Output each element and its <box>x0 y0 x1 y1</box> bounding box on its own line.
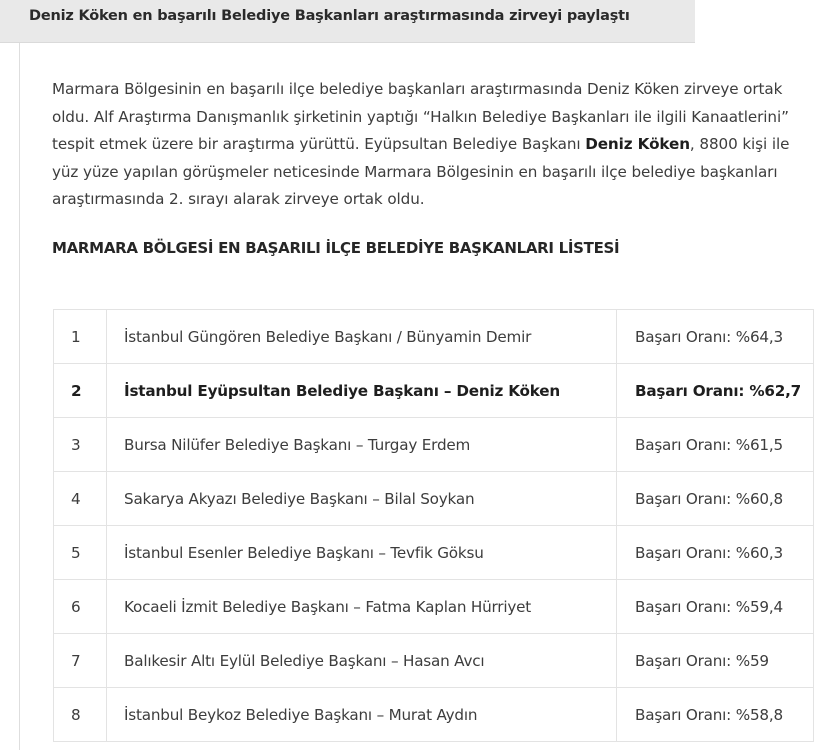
mayor-name-cell: Sakarya Akyazı Belediye Başkanı – Bilal Soykan <box>107 472 617 526</box>
success-rate-cell: Başarı Oranı: %60,8 <box>617 472 814 526</box>
table-row <box>54 310 814 364</box>
rank-cell: 2 <box>54 364 107 418</box>
rank-cell: 1 <box>54 310 107 364</box>
intro-highlight-name: Deniz Köken <box>585 135 690 153</box>
list-heading: MARMARA BÖLGESİ EN BAŞARILI İLÇE BELEDİYE BAŞKANLARI LİSTESİ <box>52 239 620 257</box>
success-rate-cell: Başarı Oranı: %59,4 <box>617 580 814 634</box>
mayor-name-cell: Kocaeli İzmit Belediye Başkanı – Fatma Kaplan Hürriyet <box>107 580 617 634</box>
intro-text-part-2: , 8800 kişi ile yüz yüze yapılan görüşmeler neticesinde Marmara Bölgesinin en başarılı ilçe belediye başkanları araştırmasında 2. sırayı alarak zirveye ortak oldu. <box>52 135 790 208</box>
success-rate-cell: Başarı Oranı: %61,5 <box>617 418 814 472</box>
mayor-name-cell: İstanbul Güngören Belediye Başkanı / Bünyamin Demir <box>107 310 617 364</box>
table-row <box>54 526 814 580</box>
mayor-name-cell: İstanbul Esenler Belediye Başkanı – Tevfik Göksu <box>107 526 617 580</box>
table-row-highlighted <box>54 364 814 418</box>
article-title-bar <box>0 0 695 43</box>
mayor-name-cell: Balıkesir Altı Eylül Belediye Başkanı – Hasan Avcı <box>107 634 617 688</box>
rank-cell: 6 <box>54 580 107 634</box>
success-rate-cell: Başarı Oranı: %59 <box>617 634 814 688</box>
table-row <box>54 472 814 526</box>
success-rate-cell: Başarı Oranı: %58,8 <box>617 688 814 742</box>
article-body <box>52 76 812 257</box>
table-row <box>54 634 814 688</box>
rank-cell: 7 <box>54 634 107 688</box>
success-rate-cell: Başarı Oranı: %62,7 <box>617 364 814 418</box>
ranking-table <box>53 309 814 742</box>
table-row <box>54 688 814 742</box>
table-row <box>54 580 814 634</box>
mayor-name-cell: Bursa Nilüfer Belediye Başkanı – Turgay Erdem <box>107 418 617 472</box>
intro-text-part-1: Marmara Bölgesinin en başarılı ilçe belediye başkanları araştırmasında Deniz Köken zirveye ortak oldu. Alf Araştırma Danışmanlık şirketinin yaptığı “Halkın Belediye Başkanları ile ilgili Kanaatlerini” tespit etmek üzere bir araştırma yürüttü. Eyüpsultan Belediye Başkanı <box>52 80 789 153</box>
left-divider <box>19 43 20 750</box>
rank-cell: 3 <box>54 418 107 472</box>
rank-cell: 8 <box>54 688 107 742</box>
table-row <box>54 418 814 472</box>
success-rate-cell: Başarı Oranı: %64,3 <box>617 310 814 364</box>
article-title: Deniz Köken en başarılı Belediye Başkanları araştırmasında zirveyi paylaştı <box>29 8 630 24</box>
success-rate-cell: Başarı Oranı: %60,3 <box>617 526 814 580</box>
mayor-name-cell: İstanbul Beykoz Belediye Başkanı – Murat Aydın <box>107 688 617 742</box>
rank-cell: 4 <box>54 472 107 526</box>
intro-paragraph <box>52 76 812 214</box>
rank-cell: 5 <box>54 526 107 580</box>
mayor-name-cell: İstanbul Eyüpsultan Belediye Başkanı – Deniz Köken <box>107 364 617 418</box>
